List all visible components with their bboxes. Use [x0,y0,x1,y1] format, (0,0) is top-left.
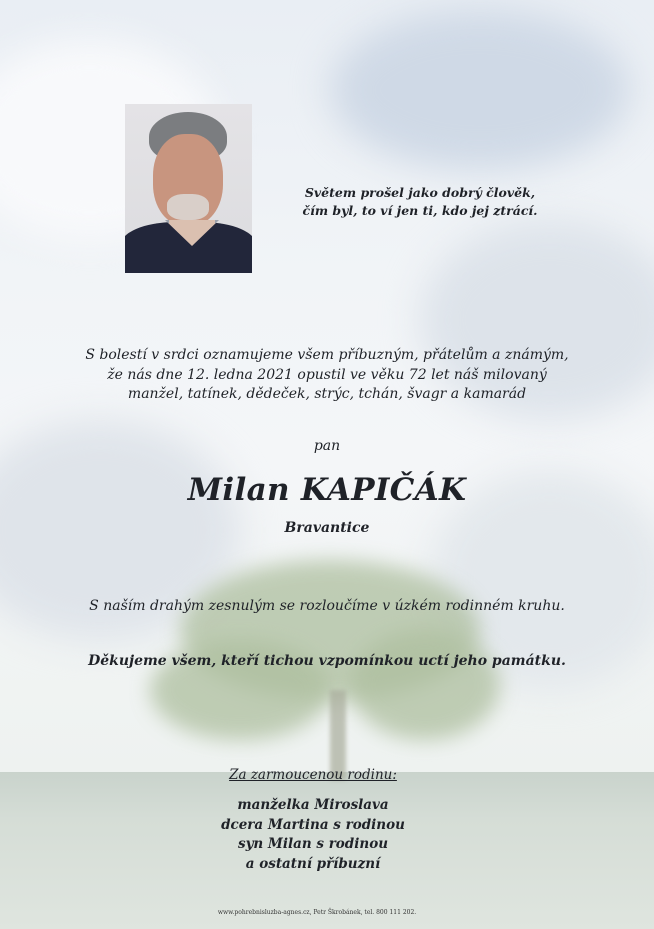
tree-crown [350,630,500,740]
memorial-quote [290,184,550,220]
family-member: dcera Martina s rodinou [221,816,405,833]
family-list [0,796,626,874]
deceased-name: Milan KAPIČÁK [187,472,467,508]
announcement [60,346,594,405]
family-member: syn Milan s rodinou [237,836,389,852]
family-heading: Za zarmoucenou rodinu: [229,767,397,783]
footer-credit: www.pohrebnisluzba-agnes.cz, Petr Škrobánek, tel. 800 111 202. [217,909,417,916]
quote-line: čím byl, to ví jen ti, kdo jej ztrácí. [302,203,538,218]
honorific: pan [313,438,341,454]
announcement-line: S bolestí v srdci oznamujeme všem příbuzným, přátelům a známým, [85,347,569,363]
thanks-note: Děkujeme všem, kteří tichou vzpomínkou uctí jeho památku. [88,653,566,669]
quote-line: Světem prošel jako dobrý člověk, [304,185,536,200]
cloud [330,10,630,170]
portrait-photo [125,104,252,273]
announcement-line: manžel, tatínek, dědeček, strýc, tchán, švagr a kamarád [127,386,527,402]
family-member: manželka Miroslava [237,797,389,813]
announcement-line: že nás dne 12. ledna 2021 opustil ve věku 72 let náš milovaný [107,366,547,383]
farewell-note: S naším drahým zesnulým se rozloučíme v úzkém rodinném kruhu. [89,598,565,614]
family-member: a ostatní příbuzní [245,855,381,872]
hometown: Bravantice [284,520,370,536]
